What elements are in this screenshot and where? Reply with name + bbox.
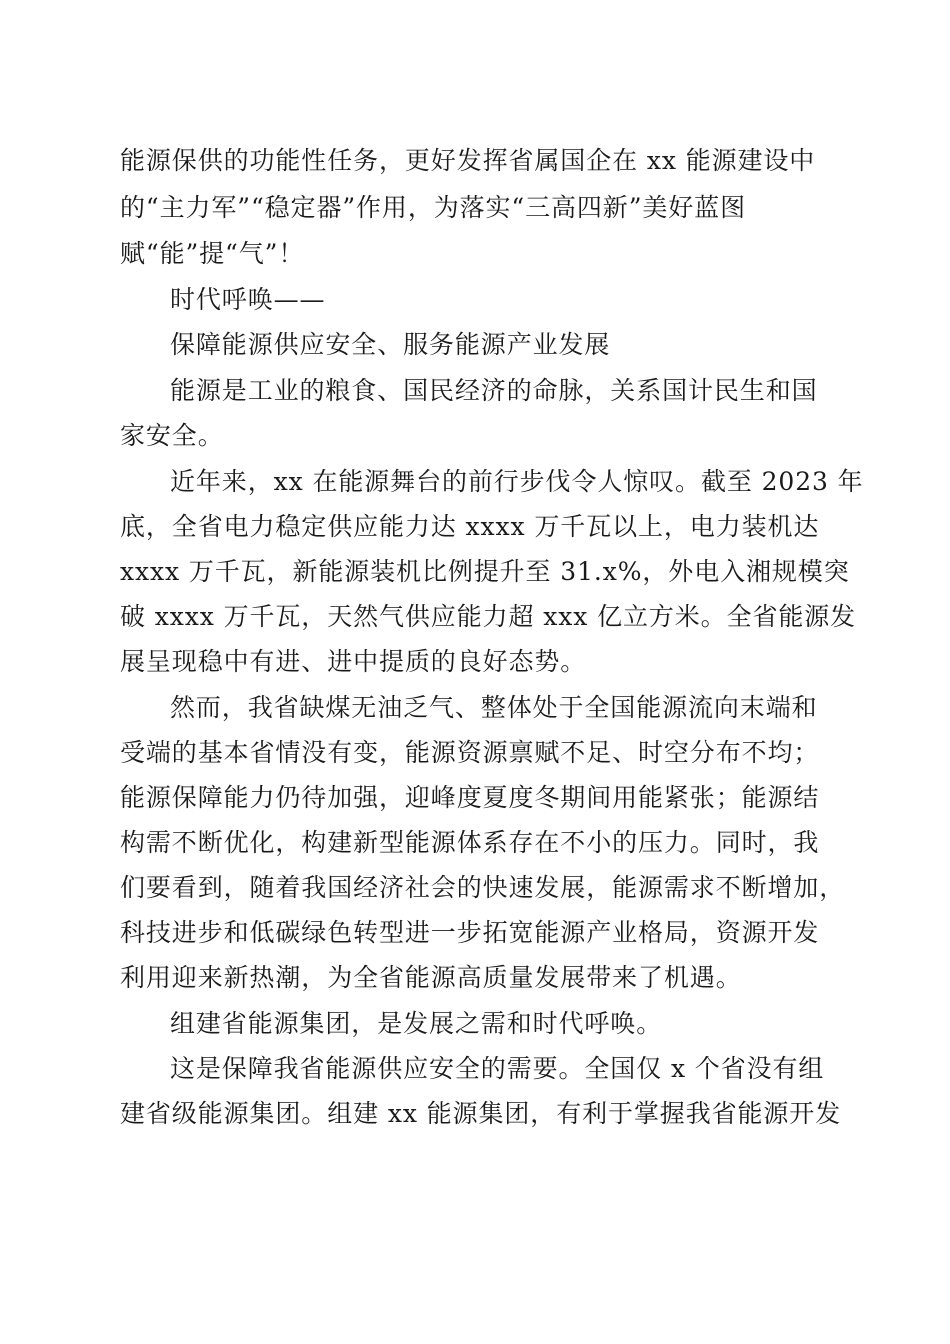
body-text-line: 建省级能源集团。组建 xx 能源集团，有利于掌握我省能源开发 bbox=[120, 1099, 842, 1128]
body-text-line: 科技进步和低碳绿色转型进一步拓宽能源产业格局，资源开发 bbox=[120, 918, 820, 947]
body-text-line: 能源保障能力仍待加强，迎峰度夏度冬期间用能紧张；能源结 bbox=[120, 783, 820, 812]
paragraph-first-line: 近年来，xx 在能源舞台的前行步伐令人惊叹。截至 2023 年 bbox=[170, 467, 864, 496]
section-heading-line: 保障能源供应安全、服务能源产业发展 bbox=[170, 330, 611, 359]
body-text-line: xxxx 万千瓦，新能源装机比例提升至 31.x%，外电入湘规模突 bbox=[120, 557, 850, 586]
body-text-line: 们要看到，随着我国经济社会的快速发展，能源需求不断增加， bbox=[120, 873, 846, 902]
body-text-line: 受端的基本省情没有变，能源资源禀赋不足、时空分布不均； bbox=[120, 738, 820, 767]
paragraph-first-line: 这是保障我省能源供应安全的需要。全国仅 x 个省没有组 bbox=[170, 1054, 825, 1083]
section-heading-line: 时代呼唤—— bbox=[170, 285, 326, 314]
paragraph-first-line: 能源是工业的粮食、国民经济的命脉，关系国计民生和国 bbox=[170, 376, 818, 405]
body-text-line: 的“主力军”“稳定器”作用，为落实“三高四新”美好蓝图 bbox=[120, 193, 746, 222]
body-text-line: 家安全。 bbox=[120, 421, 224, 450]
body-text-line: 赋“能”提“气”！ bbox=[120, 239, 305, 268]
body-text-line: 能源保供的功能性任务，更好发挥省属国企在 xx 能源建设中 bbox=[120, 146, 816, 175]
body-text-line: 展呈现稳中有进、进中提质的良好态势。 bbox=[120, 647, 587, 676]
body-text-line: 底，全省电力稳定供应能力达 xxxx 万千瓦以上，电力装机达 bbox=[120, 512, 820, 541]
paragraph-first-line: 组建省能源集团，是发展之需和时代呼唤。 bbox=[170, 1009, 663, 1038]
body-text-line: 利用迎来新热潮，为全省能源高质量发展带来了机遇。 bbox=[120, 963, 742, 992]
paragraph-first-line: 然而，我省缺煤无油乏气、整体处于全国能源流向末端和 bbox=[170, 693, 818, 722]
body-text-line: 构需不断优化，构建新型能源体系存在不小的压力。同时，我 bbox=[120, 828, 820, 857]
body-text-line: 破 xxxx 万千瓦，天然气供应能力超 xxx 亿立方米。全省能源发 bbox=[120, 602, 857, 631]
